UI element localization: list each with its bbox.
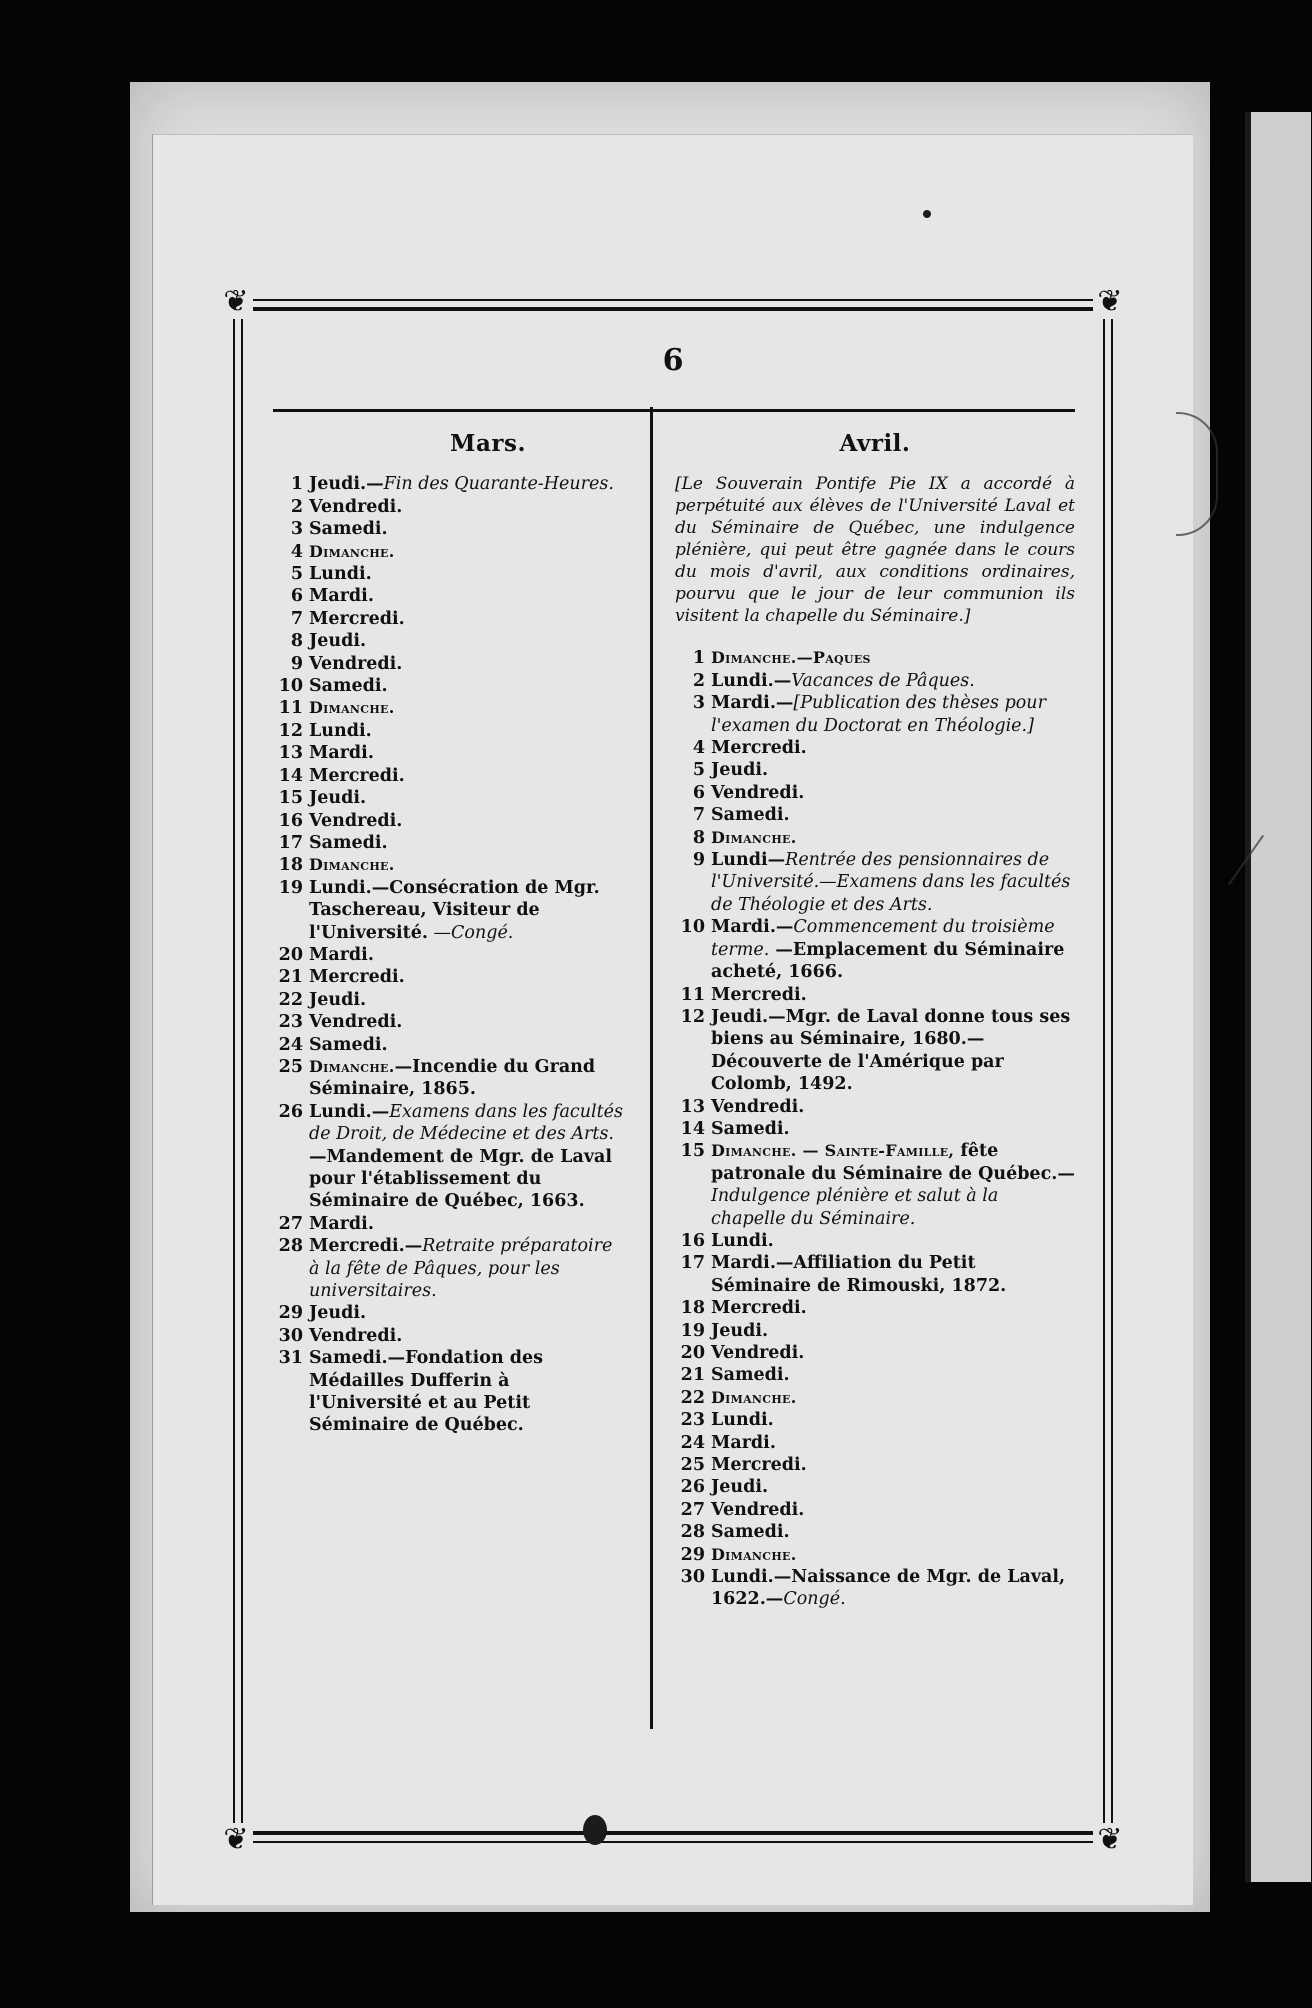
calendar-entry <box>675 1297 1075 1319</box>
text-segment: Vendredi. <box>309 1325 403 1346</box>
entry-text <box>309 832 623 854</box>
entry-text <box>309 496 623 518</box>
text-segment: Lundi— <box>711 850 786 871</box>
text-segment: Lundi. <box>711 1230 774 1251</box>
entry-text <box>309 518 623 540</box>
calendar-entry <box>675 737 1075 759</box>
small-caps-segment: Dimanche.—Paques <box>711 648 871 668</box>
text-segment: Vendredi. <box>309 653 403 674</box>
calendar-entry <box>273 1056 623 1101</box>
text-segment: Vendredi. <box>711 1096 805 1117</box>
day-number: 22 <box>680 1387 705 1408</box>
calendar-frame <box>223 284 1123 1857</box>
calendar-entry <box>675 647 1075 669</box>
text-segment: Samedi. <box>309 1034 388 1055</box>
entry-text <box>309 1034 623 1056</box>
entry-text <box>711 759 1075 781</box>
small-caps-segment: Dimanche. <box>711 827 797 847</box>
calendar-entry <box>273 989 623 1011</box>
entry-text <box>711 1544 1075 1566</box>
text-segment: Mercredi. <box>309 608 405 629</box>
entry-text <box>711 782 1075 804</box>
calendar-entry <box>675 1096 1075 1118</box>
column-divider <box>650 407 653 1729</box>
day-number: 7 <box>692 805 705 826</box>
month-heading-april: Avril. <box>839 430 911 457</box>
day-number: 27 <box>680 1499 705 1520</box>
day-number: 4 <box>290 541 303 562</box>
day-number: 18 <box>278 855 303 876</box>
text-segment: Samedi. <box>711 1365 790 1386</box>
day-number: 24 <box>680 1432 705 1453</box>
calendar-entry <box>273 1302 623 1324</box>
italic-segment: —Congé. <box>427 922 514 943</box>
text-segment: Vendredi. <box>309 1012 403 1033</box>
day-number: 20 <box>680 1343 705 1363</box>
entry-text <box>711 647 1075 669</box>
text-segment: Mercredi. <box>711 984 807 1005</box>
text-segment: Jeudi. <box>711 760 769 781</box>
text-segment: Lundi.— <box>309 1101 390 1122</box>
text-segment: Mardi. <box>309 944 374 965</box>
entry-text <box>711 984 1075 1006</box>
calendar-entry <box>675 827 1075 849</box>
day-number: 4 <box>692 738 705 759</box>
entry-text <box>309 1101 623 1213</box>
day-number: 8 <box>692 827 705 848</box>
italic-segment: Vacances de Pâques. <box>791 670 975 691</box>
entry-text <box>309 1325 623 1347</box>
text-segment: Jeudi. <box>309 631 367 652</box>
day-number: 6 <box>290 586 303 607</box>
day-number: 23 <box>680 1410 705 1431</box>
text-segment: Mercredi. <box>309 765 405 786</box>
entry-text <box>711 1387 1075 1409</box>
day-number: 25 <box>278 1056 303 1077</box>
day-number: 16 <box>278 810 303 831</box>
calendar-entry <box>675 1432 1075 1454</box>
text-segment: —Incendie du Grand Séminaire, 1865. <box>309 1056 596 1100</box>
entry-text <box>309 1213 623 1235</box>
calendar-entry <box>675 1364 1075 1386</box>
entry-text <box>309 810 623 832</box>
day-number: 19 <box>278 877 303 898</box>
calendar-entry <box>273 608 623 630</box>
entry-text <box>309 630 623 652</box>
calendar-entry <box>273 810 623 832</box>
text-segment: Lundi. <box>309 720 372 741</box>
calendar-entry <box>273 496 623 518</box>
day-number: 2 <box>290 496 303 517</box>
text-segment: Vendredi. <box>711 782 805 803</box>
day-number: 12 <box>680 1006 705 1027</box>
day-number: 11 <box>680 984 705 1005</box>
text-segment: Mardi.— <box>711 917 794 938</box>
text-segment: Jeudi. <box>309 989 367 1010</box>
calendar-entry <box>273 787 623 809</box>
day-number: 9 <box>290 653 303 674</box>
entry-text <box>309 697 623 719</box>
calendar-entry <box>273 473 623 495</box>
entry-text <box>711 1297 1075 1319</box>
entry-text <box>309 1302 623 1324</box>
calendar-entry <box>675 1252 1075 1297</box>
entry-text <box>711 1252 1075 1297</box>
adjacent-page-edge <box>1245 112 1311 1882</box>
text-segment: Jeudi.—Mgr. de Laval donne tous ses biens au Séminaire, 1680.—Découverte de l'Amérique par Colomb, 1492. <box>711 1006 1071 1095</box>
day-number: 19 <box>680 1320 705 1341</box>
corner-ornament-icon: ❦ <box>219 285 253 319</box>
text-segment: Vendredi. <box>711 1499 805 1520</box>
text-segment: Jeudi. <box>711 1320 769 1341</box>
calendar-entry <box>675 984 1075 1006</box>
text-segment: Samedi. <box>309 832 388 853</box>
calendar-entry <box>273 518 623 540</box>
text-segment: Mardi.—Affiliation du Petit Séminaire de Rimouski, 1872. <box>711 1253 1007 1296</box>
day-number: 26 <box>680 1477 705 1498</box>
day-number: 11 <box>278 698 303 719</box>
day-number: 22 <box>278 989 303 1010</box>
calendar-entry <box>675 1342 1075 1364</box>
day-number: 29 <box>680 1544 705 1565</box>
small-caps-segment: Dimanche. <box>309 698 395 718</box>
entry-text <box>309 541 623 563</box>
entry-text <box>309 653 623 675</box>
day-number: 17 <box>278 832 303 853</box>
text-segment: Mardi. <box>309 743 374 764</box>
calendar-entry <box>273 720 623 742</box>
text-segment: Samedi. <box>309 519 388 540</box>
day-number: 5 <box>692 760 705 781</box>
text-segment: Jeudi. <box>309 788 367 809</box>
day-number: 18 <box>680 1298 705 1319</box>
italic-segment: Examens dans les facultés de Droit, de Médecine et des Arts. <box>309 1101 623 1145</box>
entry-text <box>309 765 623 787</box>
calendar-entry <box>273 675 623 697</box>
calendar-entry <box>675 782 1075 804</box>
calendar-entry <box>675 1320 1075 1342</box>
calendar-entry <box>273 585 623 607</box>
small-caps-segment: Dimanche. <box>309 855 395 875</box>
calendar-entry <box>273 1101 623 1213</box>
entry-text <box>711 1342 1075 1364</box>
calendar-entry <box>273 944 623 966</box>
entry-text <box>309 675 623 697</box>
day-number: 6 <box>692 782 705 803</box>
entry-text <box>309 944 623 966</box>
entry-text <box>711 1454 1075 1476</box>
text-segment: Jeudi.— <box>309 474 384 495</box>
day-number: 24 <box>278 1034 303 1055</box>
march-entries <box>273 473 623 1436</box>
calendar-entry <box>675 1499 1075 1521</box>
day-number: 30 <box>680 1567 705 1588</box>
text-segment: Lundi.—Naissance de Mgr. de Laval, 1622.— <box>711 1567 1066 1610</box>
text-segment: fête patronale du Séminaire de Québec.— <box>711 1141 1075 1184</box>
text-segment: Vendredi. <box>309 496 403 517</box>
day-number: 21 <box>278 967 303 988</box>
calendar-entry <box>675 1387 1075 1409</box>
entry-text <box>711 804 1075 826</box>
calendar-entry <box>675 1454 1075 1476</box>
corner-ornament-icon: ❦ <box>1093 1823 1127 1857</box>
day-number: 23 <box>278 1012 303 1033</box>
calendar-entry <box>675 670 1075 692</box>
day-number: 30 <box>278 1325 303 1346</box>
text-segment: Samedi. <box>711 1118 790 1139</box>
entry-text <box>309 1347 623 1437</box>
calendar-entry <box>675 1006 1075 1096</box>
text-segment: Jeudi. <box>711 1477 769 1498</box>
small-caps-segment: Dimanche. — Sainte-Famille, <box>711 1141 955 1161</box>
day-number: 20 <box>278 944 303 965</box>
italic-segment: Commencement du troisième terme. <box>711 917 1055 960</box>
page-sheet <box>152 134 1193 1905</box>
calendar-entry <box>273 765 623 787</box>
text-segment: Mardi. <box>309 1213 374 1234</box>
entry-text <box>309 742 623 764</box>
calendar-entry <box>273 1347 623 1437</box>
text-segment: Jeudi. <box>309 1303 367 1324</box>
pencil-mark <box>1176 412 1218 536</box>
entry-text <box>309 787 623 809</box>
calendar-entry <box>675 1476 1075 1498</box>
day-number: 28 <box>680 1522 705 1543</box>
day-number: 16 <box>680 1230 705 1251</box>
entry-text <box>309 1056 623 1101</box>
text-segment: Mercredi.— <box>309 1236 423 1257</box>
day-number: 7 <box>290 608 303 629</box>
entry-text <box>711 670 1075 692</box>
calendar-entry <box>273 1325 623 1347</box>
text-segment: —Mandement de Mgr. de Laval pour l'établissement du Séminaire de Québec, 1663. <box>309 1146 612 1212</box>
text-segment: Vendredi. <box>309 810 403 831</box>
entry-text <box>711 1230 1075 1252</box>
entry-text <box>711 737 1075 759</box>
scanned-page <box>130 82 1210 1912</box>
month-heading-march: Mars. <box>450 430 526 457</box>
day-number: 1 <box>290 474 303 495</box>
march-column <box>273 430 623 1437</box>
calendar-entry <box>273 563 623 585</box>
ink-blot <box>583 1815 607 1845</box>
entry-text <box>309 966 623 988</box>
text-segment: Samedi. <box>711 1522 790 1543</box>
calendar-entry <box>675 1521 1075 1543</box>
calendar-entry <box>273 877 623 944</box>
text-segment: Mercredi. <box>309 967 405 988</box>
text-segment: Vendredi. <box>711 1343 805 1363</box>
italic-segment: Retraite préparatoire à la fête de Pâques, pour les universitaires. <box>309 1236 613 1302</box>
small-caps-segment: Dimanche. <box>309 1056 395 1076</box>
day-number: 31 <box>278 1348 303 1369</box>
april-entries <box>675 647 1075 1610</box>
day-number: 3 <box>692 693 705 714</box>
page-number: 6 <box>662 343 684 378</box>
calendar-entry <box>675 916 1075 983</box>
italic-segment: Indulgence plénière et salut à la chapelle du Séminaire. <box>711 1186 999 1229</box>
italic-segment: Fin des Quarante-Heures. <box>383 474 614 495</box>
day-number: 13 <box>680 1096 705 1117</box>
calendar-entry <box>675 804 1075 826</box>
calendar-entry <box>675 692 1075 737</box>
day-number: 25 <box>680 1455 705 1476</box>
ink-speck <box>923 210 931 218</box>
day-number: 2 <box>692 670 705 691</box>
indulgence-note: [Le Souverain Pontife Pie IX a accordé à perpétuité aux élèves de l'Université Laval et du Séminaire de Québec, une indulgence plénière, qui peut être gagnée dans le cours du mois d'avril, aux conditions ordinaires, pourvu que le jour de leur communion ils visitent la chapelle du Séminaire.] <box>675 474 1075 627</box>
entry-text <box>711 1006 1075 1096</box>
day-number: 14 <box>680 1118 705 1139</box>
text-segment: Mardi. <box>711 1432 776 1453</box>
text-segment: Lundi.— <box>711 670 792 691</box>
italic-segment: [Publication des thèses pour l'examen du Doctorat en Théologie.] <box>711 693 1046 736</box>
italic-segment: Rentrée des pensionnaires de l'Université.—Examens dans les facultés de Théologie et des Arts. <box>711 850 1071 915</box>
entry-text <box>309 720 623 742</box>
day-number: 12 <box>278 720 303 741</box>
entry-text <box>711 1499 1075 1521</box>
entry-text <box>711 1096 1075 1118</box>
entry-text <box>309 473 623 495</box>
entry-text <box>309 877 623 944</box>
calendar-entry <box>273 966 623 988</box>
entry-text <box>309 563 623 585</box>
entry-text <box>711 827 1075 849</box>
header-rule <box>273 409 1075 412</box>
day-number: 17 <box>680 1253 705 1274</box>
entry-text <box>711 1521 1075 1543</box>
calendar-entry <box>273 1034 623 1056</box>
text-segment: Mardi. <box>309 586 374 607</box>
calendar-entry <box>273 1213 623 1235</box>
entry-text <box>711 1409 1075 1431</box>
day-number: 14 <box>278 765 303 786</box>
entry-text <box>711 1118 1075 1140</box>
text-segment: Mardi.— <box>711 693 794 714</box>
calendar-entry <box>675 1140 1075 1230</box>
day-number: 9 <box>692 850 705 871</box>
entry-text <box>309 854 623 876</box>
calendar-entry <box>273 1011 623 1033</box>
day-number: 27 <box>278 1213 303 1234</box>
entry-text <box>711 1320 1075 1342</box>
entry-text <box>309 608 623 630</box>
text-segment: Samedi. <box>309 676 388 697</box>
entry-text <box>711 916 1075 983</box>
calendar-entry <box>675 1118 1075 1140</box>
italic-segment: Congé. <box>783 1589 846 1610</box>
day-number: 21 <box>680 1365 705 1386</box>
calendar-entry <box>273 742 623 764</box>
calendar-entry <box>675 849 1075 916</box>
entry-text <box>711 1364 1075 1386</box>
calendar-entry <box>675 1544 1075 1566</box>
calendar-entry <box>675 1409 1075 1431</box>
calendar-entry <box>273 630 623 652</box>
day-number: 13 <box>278 743 303 764</box>
text-segment: —Emplacement du Séminaire acheté, 1666. <box>711 939 1065 983</box>
entry-text <box>711 692 1075 737</box>
small-caps-segment: Dimanche. <box>711 1544 797 1564</box>
text-segment: Samedi. <box>711 805 790 826</box>
day-number: 5 <box>290 564 303 585</box>
entry-text <box>309 1011 623 1033</box>
day-number: 28 <box>278 1236 303 1257</box>
calendar-entry <box>273 541 623 563</box>
day-number: 3 <box>290 519 303 540</box>
corner-ornament-icon: ❦ <box>1093 285 1127 319</box>
entry-text <box>711 1432 1075 1454</box>
calendar-entry <box>675 1230 1075 1252</box>
calendar-entry <box>273 1235 623 1302</box>
day-number: 15 <box>680 1141 705 1162</box>
text-segment: Samedi.—Fondation des Médailles Dufferin à l'Université et au Petit Séminaire de Québec. <box>309 1348 543 1436</box>
entry-text <box>711 1566 1075 1611</box>
calendar-entry <box>675 759 1075 781</box>
corner-ornament-icon: ❦ <box>219 1823 253 1857</box>
entry-text <box>711 1476 1075 1498</box>
calendar-entry <box>273 832 623 854</box>
entry-text <box>309 1235 623 1302</box>
text-segment: Mercredi. <box>711 1298 807 1319</box>
day-number: 15 <box>278 788 303 809</box>
text-segment: Lundi. <box>309 564 372 585</box>
entry-text <box>309 585 623 607</box>
day-number: 1 <box>692 648 705 669</box>
day-number: 26 <box>278 1101 303 1122</box>
day-number: 10 <box>278 676 303 697</box>
entry-text <box>309 989 623 1011</box>
entry-text <box>711 849 1075 916</box>
day-number: 10 <box>680 917 705 938</box>
day-number: 8 <box>290 631 303 652</box>
text-segment: Mercredi. <box>711 1455 807 1476</box>
calendar-entry <box>675 1566 1075 1611</box>
april-column <box>675 430 1075 1611</box>
text-segment: Lundi. <box>711 1410 774 1431</box>
calendar-entry <box>273 697 623 719</box>
small-caps-segment: Dimanche. <box>711 1387 797 1407</box>
calendar-entry <box>273 653 623 675</box>
entry-text <box>711 1140 1075 1230</box>
text-segment: Lundi.—Consécration de Mgr. Taschereau, Visiteur de l'Université. <box>309 877 600 943</box>
day-number: 29 <box>278 1303 303 1324</box>
small-caps-segment: Dimanche. <box>309 541 395 561</box>
calendar-entry <box>273 854 623 876</box>
text-segment: Mercredi. <box>711 738 807 759</box>
